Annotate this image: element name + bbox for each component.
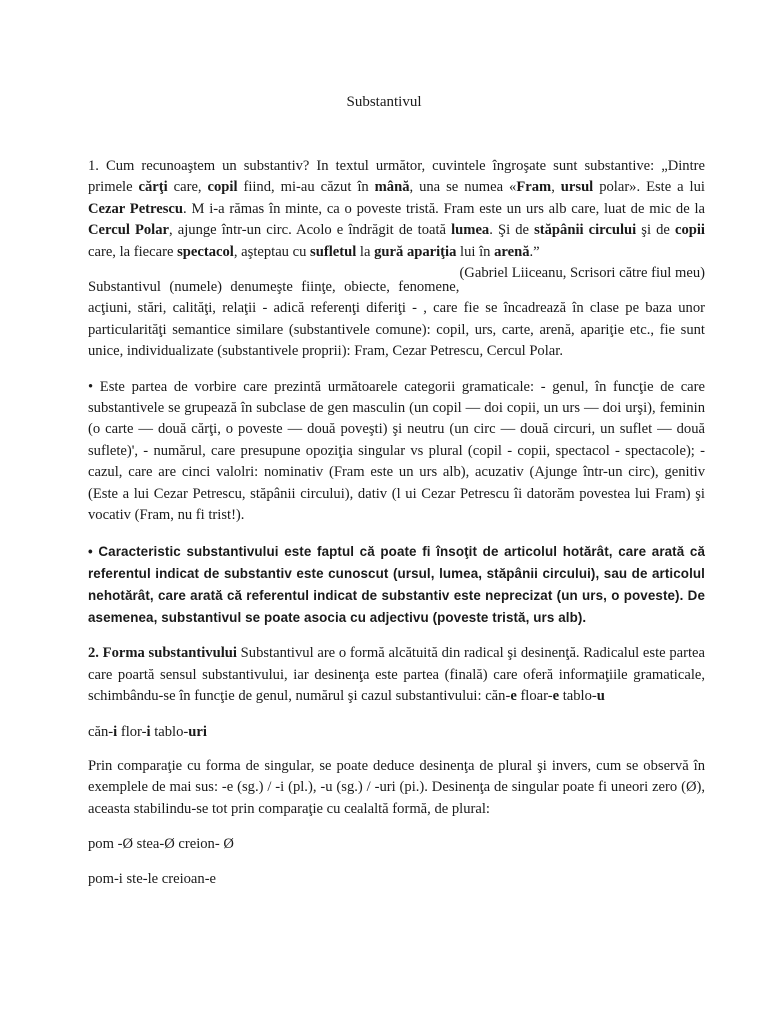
paragraph-comparison: Prin comparaţie cu forma de singular, se poate deduce desinenţa de plural şi invers, cum se observă în exemplele de mai sus: -e (sg.) / -i (pl.), -u (sg.) / -uri (pi.). Desinenţa de singular poate fi uneori zero (Ø), aceasta stabilindu-se tot prin comparaţie cu cealaltă formă, de plural: [88, 757, 705, 817]
desinence: i [113, 723, 118, 740]
text-run: floar- [516, 688, 553, 705]
text-run: care, la fiecare [88, 243, 178, 260]
bold-noun: ursul [560, 179, 594, 196]
text-run: , una se numea « [409, 179, 517, 196]
plural-examples [88, 722, 705, 743]
text-run: .” [529, 243, 540, 260]
plural-zero-examples: pom-i ste-le creioan-e [88, 870, 217, 887]
desinence: e [510, 688, 517, 705]
text-run: . M i-a rămas în minte, ca o poveste tristă. Fram este un urs alb care, luat de mic de la [183, 200, 705, 217]
bold-noun: cărţi [138, 179, 168, 196]
bold-noun: mână [374, 179, 410, 196]
text-run: , [551, 179, 561, 196]
bold-noun: spectacol [177, 243, 234, 260]
text-run: flor- [117, 723, 147, 740]
text-run: tablo- [559, 688, 597, 705]
text-run: care, [167, 179, 208, 196]
bold-noun: sufletul [310, 243, 357, 260]
text-run: tablo- [150, 723, 189, 740]
bold-noun: gură apariţia [374, 243, 457, 260]
paragraph-noun-form [88, 643, 705, 707]
bold-noun: arenă [494, 243, 530, 260]
text-run: polar». Este a lui [593, 179, 705, 196]
text-run: , aşteptau cu [233, 243, 311, 260]
desinence: i [146, 723, 151, 740]
paragraph-grammatical-categories: • Este partea de vorbire care prezintă următoarele categorii gramaticale: - genul, în funcţie de care substantivele se grupează în subclase de gen masculin (un copil — doi copii, un urs — doi urşi), feminin (o carte — două cărţi, o poveste — două poveşti) şi neutru (un circ — două circuri, un suflet — două suflete)', - numărul, care presupune opoziţia singular vs plural (copil - copii, spectacol - spectacole); - cazul, care are cinci valolri: nominativ (Fram este un urs alb), acuzativ (Ajunge într-un circ), genitiv (Este a lui Cezar Petrescu, stăpânii circului), dativ (l ui Cezar Petrescu îi datorăm povestea lui Fram) şi vocativ (Fram, nu fi trist!). [88, 378, 705, 524]
bold-noun: Fram [516, 179, 552, 196]
text-run: Substantivul are o formă alcătuită din radical şi desinenţă. Radicalul este partea care poartă sensul substantivului, iar desinenţa este partea (finală) care oferă informaţiile gramaticale, schimbându-se în funcţie de genul, numărul şi cazul substantivului: căn- [88, 645, 705, 705]
bold-noun: copii [674, 222, 705, 239]
text-run: , ajunge într-un circ. Acolo e îndrăgit de toată [169, 222, 452, 239]
paragraph-articles: • Caracteristic substantivului este faptul că poate fi însoţit de articolul hotărât, care arată că referentul indicat de substantiv este cunoscut (ursul, lumea, stăpânii circului), sau de articolul nehotărât, care arată că referentul indicat de substantiv este neprecizat (un urs, o poveste). De asemenea, substantivul se poate asocia cu adjectivu (poveste tristă, urs alb). [88, 543, 705, 626]
desinence: uri [188, 723, 207, 740]
text-run: 1. Cum recunoaştem un substantiv? In textul următor, cuvintele îngroşate sunt substantive: „Dintre primele [88, 158, 705, 196]
desinence: e [552, 688, 560, 705]
bold-noun: Cercul Polar [88, 222, 170, 239]
bold-noun: lumea [451, 222, 490, 239]
bold-noun: stăpânii circului [534, 222, 637, 239]
text-run: . Şi de [489, 222, 535, 239]
document-body [88, 156, 705, 903]
paragraph-example-text [88, 156, 705, 282]
singular-zero-examples: pom -Ø stea-Ø creion- Ø [88, 836, 234, 853]
text-run: şi de [636, 222, 675, 239]
bold-noun: copil [207, 179, 238, 196]
paragraph-definition: Substantivul (numele) denumeşte fiinţe, obiecte, fenomene, acţiuni, stări, calităţi, relaţii - adică referenţi diferiţi - , care fie se încadrează în clase pe baza unor particularităţi semantice similare (substantivele comune): copil, urs, carte, arenă, apariţie etc., fie sunt unice, individualizate (substantivele proprii): Fram, Cezar Petrescu, Cercul Polar. [88, 279, 705, 360]
page-title: Substantivul [346, 94, 422, 110]
text-run: fiind, mi-au căzut în [237, 179, 375, 196]
text-run: căn- [88, 723, 114, 740]
quote-source: (Gabriel Liiceanu, Scrisori către fiul meu) [459, 265, 705, 282]
bold-noun: Cezar Petrescu [88, 200, 184, 217]
text-run: lui în [456, 243, 495, 260]
section-heading: 2. Forma substantivului [88, 645, 237, 662]
text-run: la [356, 243, 375, 260]
desinence: u [596, 688, 605, 705]
